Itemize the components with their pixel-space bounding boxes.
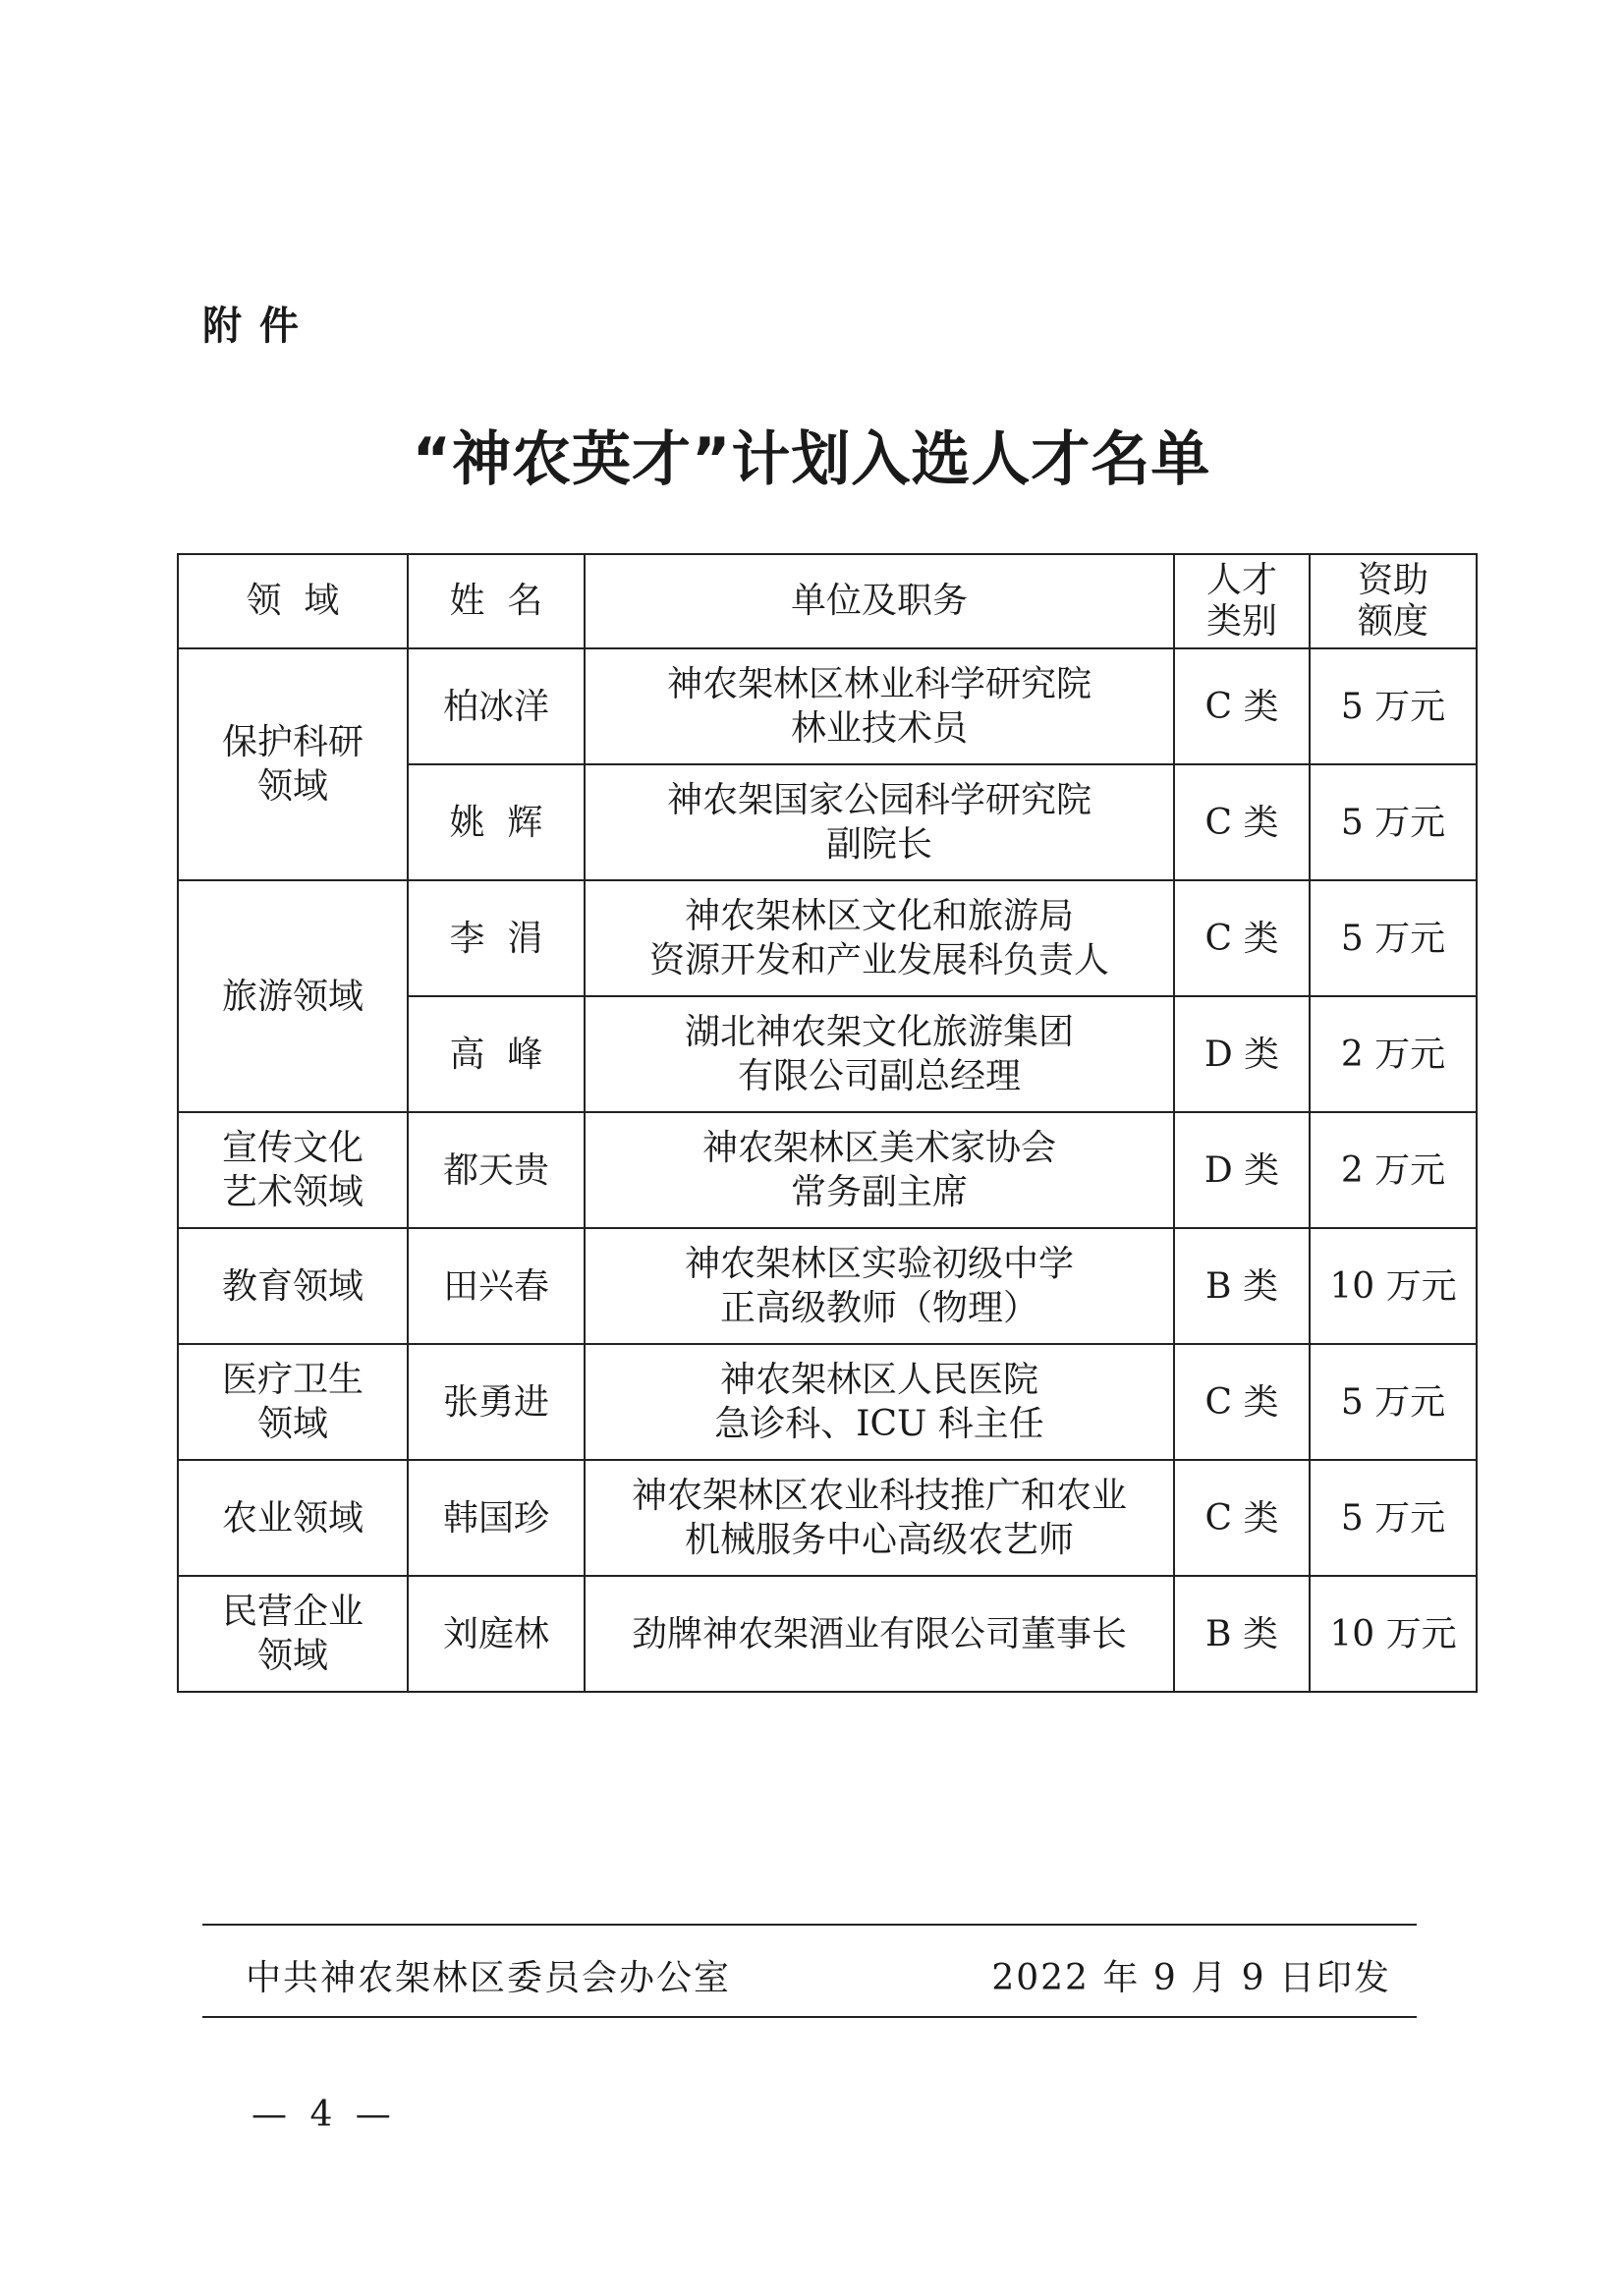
- field-cell: [178, 648, 408, 880]
- category-cell: C 类: [1174, 1460, 1310, 1576]
- unit-line: 湖北神农架文化旅游集团: [684, 1012, 1074, 1052]
- field-line: 领域: [256, 766, 328, 807]
- unit-line: 神农架国家公园科学研究院: [666, 780, 1091, 820]
- field-line: 艺术领域: [221, 1172, 364, 1212]
- header-amount-line2: 额度: [1357, 601, 1428, 642]
- footer-bottom-rule: [202, 2016, 1417, 2018]
- amount-cell: 5 万元: [1310, 764, 1477, 880]
- unit-cell: [585, 1228, 1174, 1344]
- unit-line: 有限公司副总经理: [737, 1056, 1021, 1096]
- table-row: [178, 1228, 1477, 1344]
- header-category-line1: 人才: [1205, 560, 1277, 600]
- unit-cell: [585, 1576, 1174, 1692]
- amount-cell: 2 万元: [1310, 1112, 1477, 1228]
- header-name: [408, 554, 585, 648]
- name-cell: 高 峰: [408, 996, 585, 1112]
- category-cell: D 类: [1174, 1112, 1310, 1228]
- header-field-text: 领 域: [246, 581, 340, 621]
- field-line: 旅游领域: [221, 976, 364, 1017]
- category-cell: C 类: [1174, 648, 1310, 764]
- name-cell: 李 涓: [408, 880, 585, 996]
- category-cell: D 类: [1174, 996, 1310, 1112]
- document-title: “神农英才”计划入选人才名单: [412, 425, 1211, 494]
- field-line: 教育领域: [221, 1265, 364, 1307]
- unit-cell: [585, 648, 1174, 764]
- unit-line: 劲牌神农架酒业有限公司董事长: [631, 1613, 1127, 1654]
- name-cell: 都天贵: [408, 1112, 585, 1228]
- category-cell: B 类: [1174, 1576, 1310, 1692]
- amount-cell: 5 万元: [1310, 880, 1477, 996]
- amount-cell: 10 万元: [1310, 1228, 1477, 1344]
- unit-line: 神农架林区农业科技推广和农业: [631, 1476, 1127, 1516]
- category-cell: B 类: [1174, 1228, 1310, 1344]
- name-cell: 韩国珍: [408, 1460, 585, 1576]
- amount-cell: 5 万元: [1310, 1460, 1477, 1576]
- header-category-line2: 类别: [1205, 601, 1277, 642]
- table-row: [178, 1460, 1477, 1576]
- header-name-text: 姓 名: [449, 581, 543, 621]
- unit-line: 神农架林区文化和旅游局: [684, 896, 1074, 936]
- table-row: [178, 1112, 1477, 1228]
- amount-cell: 2 万元: [1310, 996, 1477, 1112]
- name-cell: 刘庭林: [408, 1576, 585, 1692]
- name-cell: 柏冰洋: [408, 648, 585, 764]
- unit-line: 林业技术员: [790, 708, 968, 749]
- amount-cell: 5 万元: [1310, 648, 1477, 764]
- header-field: [178, 554, 408, 648]
- unit-line: 急诊科、ICU 科主任: [714, 1404, 1044, 1444]
- unit-cell: [585, 764, 1174, 880]
- name-cell: 田兴春: [408, 1228, 585, 1344]
- field-cell: [178, 1344, 408, 1460]
- footer-top-rule: [202, 1924, 1417, 1926]
- header-amount: [1310, 554, 1477, 648]
- header-unit: 单位及职务: [585, 554, 1174, 648]
- table-row: [178, 880, 1477, 996]
- unit-line: 神农架林区林业科学研究院: [666, 664, 1091, 704]
- unit-line: 常务副主席: [790, 1172, 968, 1212]
- field-line: 农业领域: [221, 1497, 364, 1539]
- unit-line: 资源开发和产业发展科负责人: [648, 940, 1109, 980]
- field-line: 保护科研: [221, 722, 364, 762]
- field-cell: [178, 1460, 408, 1576]
- field-line: 医疗卫生: [221, 1360, 364, 1400]
- table-row: [178, 648, 1477, 764]
- category-cell: C 类: [1174, 1344, 1310, 1460]
- unit-line: 副院长: [825, 824, 932, 865]
- header-amount-line1: 资助: [1357, 560, 1428, 600]
- field-line: 领域: [256, 1404, 328, 1444]
- talent-table: [177, 553, 1478, 1693]
- table-row: [178, 1344, 1477, 1460]
- unit-line: 神农架林区实验初级中学: [684, 1244, 1074, 1284]
- field-cell: [178, 1112, 408, 1228]
- unit-cell: [585, 880, 1174, 996]
- unit-line: 机械服务中心高级农艺师: [684, 1520, 1074, 1560]
- unit-line: 神农架林区美术家协会: [701, 1128, 1056, 1168]
- attachment-label: 附 件: [202, 304, 301, 349]
- unit-cell: [585, 1112, 1174, 1228]
- field-line: 领域: [256, 1636, 328, 1676]
- amount-cell: 5 万元: [1310, 1344, 1477, 1460]
- field-cell: [178, 1576, 408, 1692]
- field-cell: [178, 1228, 408, 1344]
- unit-line: 正高级教师（物理）: [719, 1288, 1038, 1328]
- amount-cell: 10 万元: [1310, 1576, 1477, 1692]
- table-row: [178, 1576, 1477, 1692]
- category-cell: C 类: [1174, 764, 1310, 880]
- unit-cell: [585, 1460, 1174, 1576]
- footer-issuer: 中共神农架林区委员会办公室: [246, 1958, 732, 1998]
- unit-line: 神农架林区人民医院: [719, 1360, 1038, 1400]
- name-cell: 姚 辉: [408, 764, 585, 880]
- category-cell: C 类: [1174, 880, 1310, 996]
- footer-date: 2022 年 9 月 9 日印发: [991, 1958, 1391, 1998]
- header-category: [1174, 554, 1310, 648]
- field-line: 民营企业: [221, 1592, 364, 1632]
- field-cell: [178, 880, 408, 1112]
- page-number: — 4 —: [252, 2095, 397, 2135]
- table-header-row: [178, 554, 1477, 648]
- field-line: 宣传文化: [221, 1128, 364, 1168]
- table-body: [178, 648, 1477, 1692]
- unit-cell: [585, 1344, 1174, 1460]
- unit-cell: [585, 996, 1174, 1112]
- name-cell: 张勇进: [408, 1344, 585, 1460]
